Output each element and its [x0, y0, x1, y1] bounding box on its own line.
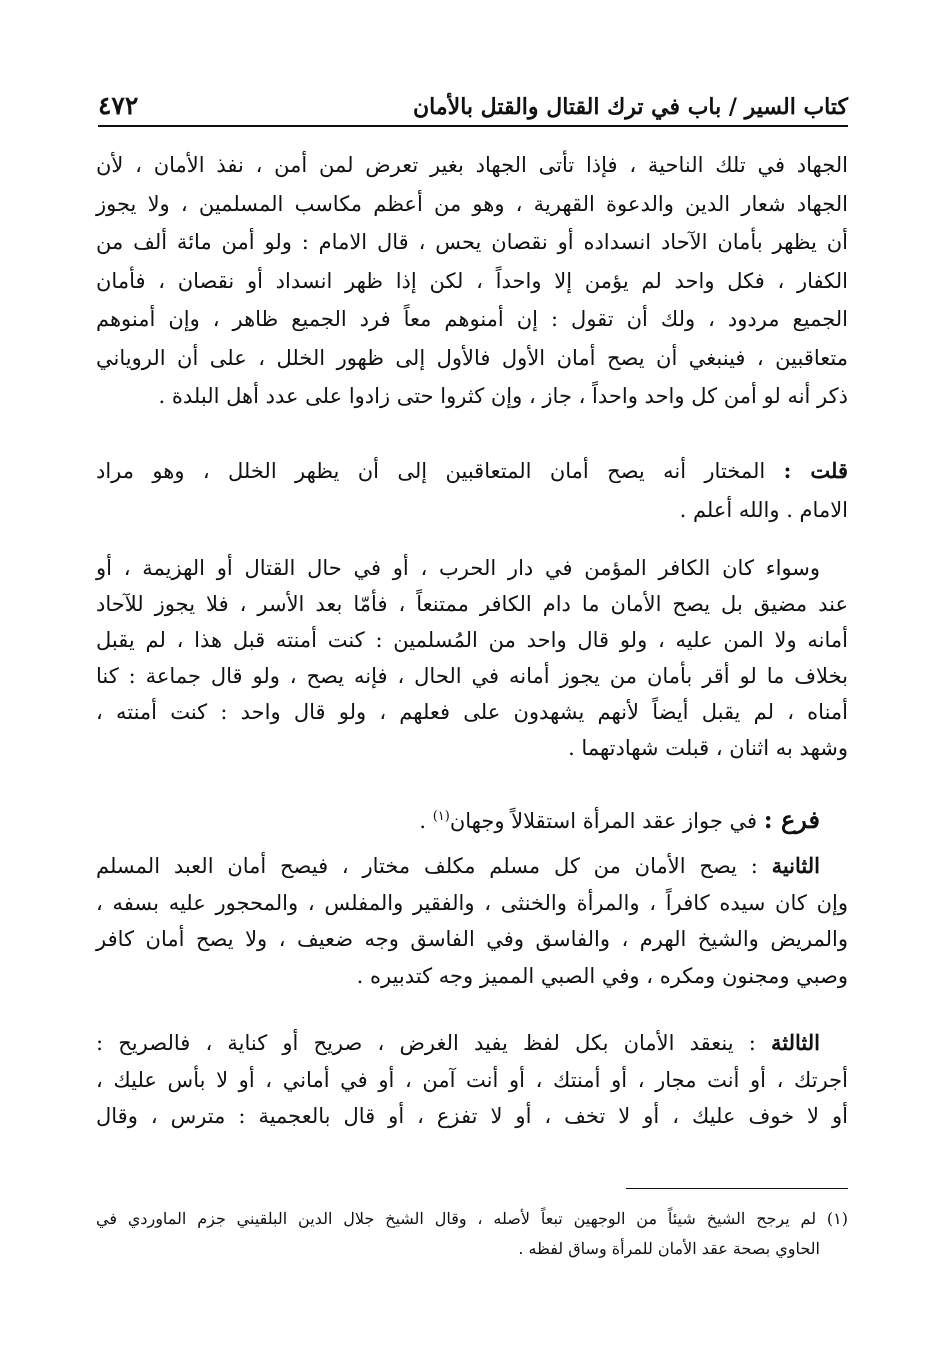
- running-title: كتاب السير / باب في ترك القتال والقتل بالأمان: [413, 94, 848, 120]
- text-run: : ينعقد الأمان بكل لفظ يفيد الغرض ، صريح أو كناية ، فالصريح :: [96, 1031, 772, 1055]
- header-rule: [98, 125, 848, 127]
- paragraph-5: [96, 1025, 848, 1135]
- text-run: : يصح الأمان من كل مسلم مكلف مختار ، فيصح أمان العبد المسلم: [96, 854, 772, 878]
- paragraph-1: [96, 146, 848, 416]
- branch-heading: [96, 795, 848, 843]
- footnote: [96, 1204, 848, 1264]
- branch-label: فرع :: [763, 805, 820, 834]
- text-line: عند مضيق بل يصح الأمان ما دام الكافر ممتنعاً ، فأمّا بعد الأسر ، فلا يجوز للآحاد: [96, 592, 848, 616]
- text-line: الكفار ، فكل واحد لم يؤمن إلا واحداً ، لكن إذا ظهر انسداد أو نقصان ، فأمان: [96, 268, 848, 293]
- text-run: المختار أنه يصح أمان المتعاقبين إلى أن يظهر الخلل ، وهو مراد: [96, 459, 784, 483]
- footnote-line: الحاوي بصحة عقد الأمان للمرأة وساق لفظه .: [518, 1239, 820, 1258]
- text-line: وسواء كان الكافر المؤمن في دار الحرب ، أو في حال القتال أو الهزيمة ، أو: [96, 556, 820, 580]
- text-line: أجرتك ، أو أنت مجار ، أو أمنتك ، أو أنت آمن ، أو في أماني ، أو لا بأس عليك ،: [96, 1067, 848, 1092]
- branch-text: في جواز عقد المرأة استقلالاً وجهان: [449, 809, 764, 833]
- text-line: [96, 452, 848, 491]
- text-line: والمريض والشيخ الهرم ، والفاسق وفي الفاسق وجه ضعيف ، ولا يصح أمان كافر: [96, 927, 848, 951]
- text-line: ذكر أنه لو أمن كل واحد واحداً ، جاز ، وإن كثروا حتى زادوا على عدد أهل البلدة .: [158, 384, 848, 408]
- text-line: أمانه ولا المن عليه ، ولو قال واحد من المُسلمين : كنت أمنته قبل هذا ، لم يقبل: [96, 628, 848, 652]
- text-line: [96, 848, 848, 885]
- paragraph-4: [96, 848, 848, 994]
- text-line: الجهاد في تلك الناحية ، فإذا تأتى الجهاد بغير تعرض لمن أمن ، نفذ الأمان ، لأن: [96, 153, 848, 177]
- footnote-line: (١) لم يرجح الشيخ شيئاً من الوجهين تبعاً لأصله ، وقال الشيخ جلال الدين البلقيني جزم الماوردي في: [96, 1209, 848, 1228]
- text-line: متعاقبين ، فينبغي أن يصح أمان الأول فالأول إلى ظهور الخلل ، على أن الروياني: [96, 345, 848, 370]
- branch-end: .: [419, 809, 433, 833]
- paragraph-2: [96, 452, 848, 529]
- page-number: ٤٧٢: [98, 91, 139, 120]
- page-header: [98, 78, 848, 120]
- text-line: [96, 1025, 848, 1062]
- text-line: وإن كان سيده كافراً ، والمرأة والخنثى ، والفقير والمفلس ، والمحجور عليه بسفه ،: [96, 890, 848, 915]
- text-line: أمناه ، لم يقبل أيضاً لأنهم يشهدون على فعلهم ، ولو قال واحد : كنت أمنته ،: [96, 700, 848, 724]
- text-line: أو لا خوف عليك ، أو لا تخف ، أو لا تفزع ، أو قال بالعجمية : مترس ، وقال: [96, 1104, 848, 1128]
- text-line: الامام . والله أعلم .: [679, 497, 848, 522]
- text-line: [96, 795, 848, 843]
- second-issue-label: الثانية: [771, 853, 820, 878]
- qultu-label: قلت :: [783, 458, 848, 483]
- text-line: أن يظهر بأمان الآحاد انسداده أو نقصان يحس ، قال الامام : ولو أمن مائة ألف من: [96, 230, 848, 254]
- text-line: وشهد به اثنان ، قبلت شهادتهما .: [568, 736, 848, 760]
- footnote-rule: [626, 1188, 848, 1189]
- text-line: بخلاف ما لو أقر بأمان من يجوز أمانه في الحال ، فإنه يصح ، ولو قال جماعة : كنا: [96, 664, 848, 688]
- third-issue-label: الثالثة: [771, 1030, 820, 1055]
- text-line: الجهاد شعار الدين والدعوة القهرية ، وهو من أعظم مكاسب المسلمين ، ولا يجوز: [96, 191, 848, 216]
- text-line: وصبي ومجنون ومكره ، وفي الصبي المميز وجه كتدبيره .: [356, 963, 848, 988]
- text-line: الجميع مردود ، ولك أن تقول : إن أمنوهم معاً فرد الجميع ظاهر ، وإن أمنوهم: [96, 307, 848, 331]
- paragraph-3: [96, 550, 848, 766]
- footnote-ref: (١): [432, 809, 450, 824]
